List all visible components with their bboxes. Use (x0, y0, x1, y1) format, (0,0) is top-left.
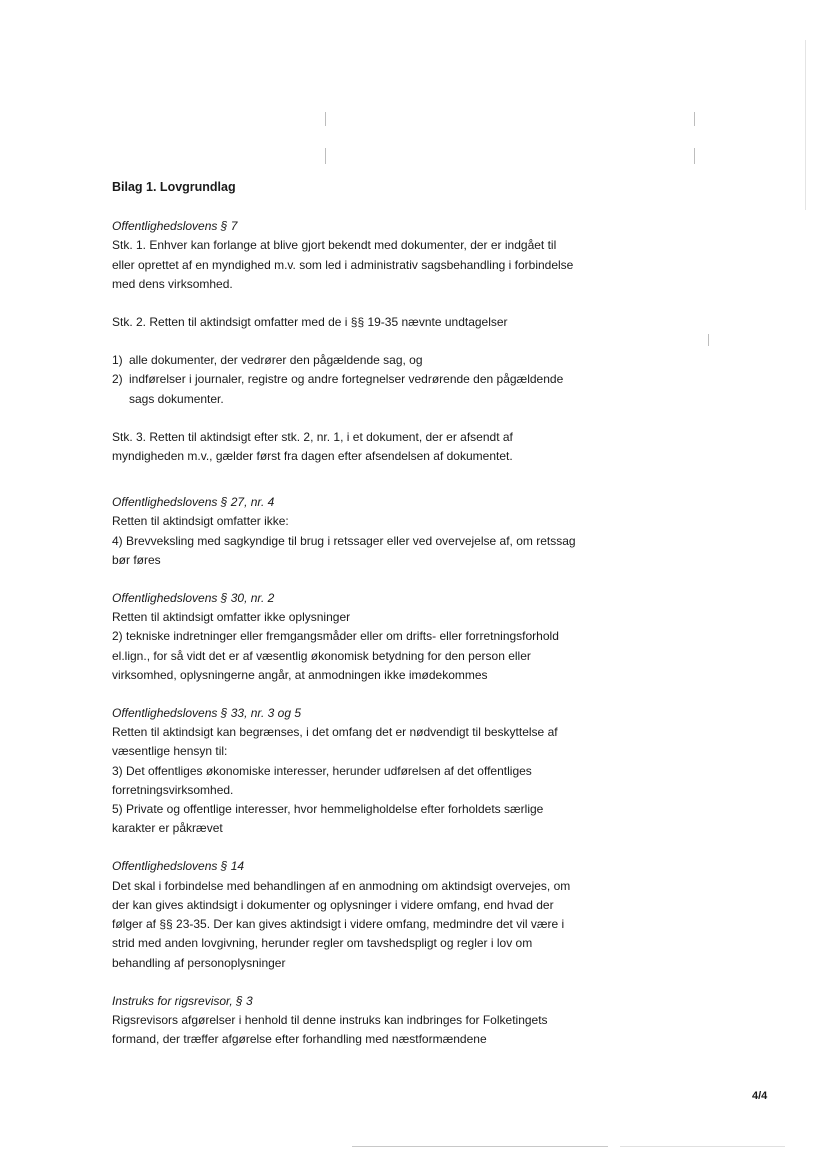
paragraph: 5) Private og offentlige interesser, hvor hemmeligholdelse efter forholdets særlige karakter er påkrævet (112, 802, 544, 836)
paragraph: 3) Det offentliges økonomiske interesser, herunder udførelsen af det offentliges forretningsvirksomhed. (112, 763, 532, 797)
scan-mark (805, 40, 806, 210)
section-title: Offentlighedslovens § 27, nr. 4 (112, 495, 275, 510)
page-number: 4/4 (752, 1090, 768, 1102)
list-item-text: alle dokumenter, der vedrører den pågældende sag, og (129, 353, 423, 368)
paragraph: Retten til aktindsigt omfatter ikke: (112, 514, 289, 529)
scan-mark (708, 334, 709, 346)
section-offentlighedsloven-14 (112, 857, 577, 972)
section-title: Offentlighedslovens § 14 (112, 859, 245, 874)
section-title: Offentlighedslovens § 7 (112, 219, 238, 234)
section-title: Offentlighedslovens § 30, nr. 2 (112, 591, 275, 606)
document-heading: Bilag 1. Lovgrundlag (112, 180, 236, 194)
section-title: Offentlighedslovens § 33, nr. 3 og 5 (112, 706, 302, 721)
paragraph: Det skal i forbindelse med behandlingen af en anmodning om aktindsigt overvejes, om der kan gives aktindsigt i dokumenter og oplysninger i videre omfang, end hvad der følger af §§ 23-35. Der kan gives aktindsigt i videre omfang, medmindre det vil være i strid med anden lovgivning, herunder regler om tavshedspligt og regler i lov om behandling af personoplysninger (112, 878, 571, 970)
section-offentlighedsloven-30 (112, 589, 577, 685)
list-item (112, 351, 577, 370)
bottom-scan-line (620, 1146, 785, 1147)
section-offentlighedsloven-33 (112, 704, 577, 838)
scan-mark (694, 148, 695, 164)
paragraph-stk2: Stk. 2. Retten til aktindsigt omfatter med de i §§ 19-35 nævnte undtagelser (112, 315, 508, 330)
scan-mark (694, 112, 695, 126)
list-item-text: indførelser i journaler, registre og andre fortegnelser vedrørende den pågældende sags dokumenter. (129, 372, 564, 406)
paragraph: Retten til aktindsigt omfatter ikke oplysninger (112, 610, 351, 625)
list-item (112, 370, 577, 408)
paragraph: 4) Brevveksling med sagkyndige til brug i retssager eller ved overvejelse af, om retssag bør føres (112, 533, 576, 567)
numbered-list (112, 351, 577, 409)
bottom-scan-line (352, 1146, 608, 1147)
paragraph-stk1: Stk. 1. Enhver kan forlange at blive gjort bekendt med dokumenter, der er indgået til eller oprettet af en myndighed m.v. som led i administrativ sagsbehandling i forbindelse med dens virksomhed. (112, 238, 574, 291)
section-title: Instruks for rigsrevisor, § 3 (112, 993, 253, 1008)
scan-mark (325, 148, 326, 164)
scan-mark (325, 112, 326, 126)
paragraph: 2) tekniske indretninger eller fremgangsmåder eller om drifts- eller forretningsforhold el.lign., for så vidt det er af væsentlig økonomisk betydning for den person eller virksomhed, oplysningerne angår, at anmodningen ikke imødekommes (112, 629, 559, 682)
section-instruks-rigsrevisor (112, 992, 577, 1050)
list-item-number: 1) (112, 353, 123, 368)
paragraph-stk3: Stk. 3. Retten til aktindsigt efter stk. 2, nr. 1, i et dokument, der er afsendt af myndigheden m.v., gælder først fra dagen efter afsendelsen af dokumentet. (112, 429, 513, 464)
section-offentlighedsloven-7 (112, 217, 577, 466)
list-item-number: 2) (112, 372, 123, 387)
document-body (112, 178, 577, 1068)
section-offentlighedsloven-27 (112, 493, 577, 570)
paragraph: Retten til aktindsigt kan begrænses, i det omfang det er nødvendigt til beskyttelse af væsentlige hensyn til: (112, 725, 558, 759)
paragraph: Rigsrevisors afgørelser i henhold til denne instruks kan indbringes for Folketingets formand, der træffer afgørelse efter forhandling med næstformændene (112, 1012, 548, 1047)
